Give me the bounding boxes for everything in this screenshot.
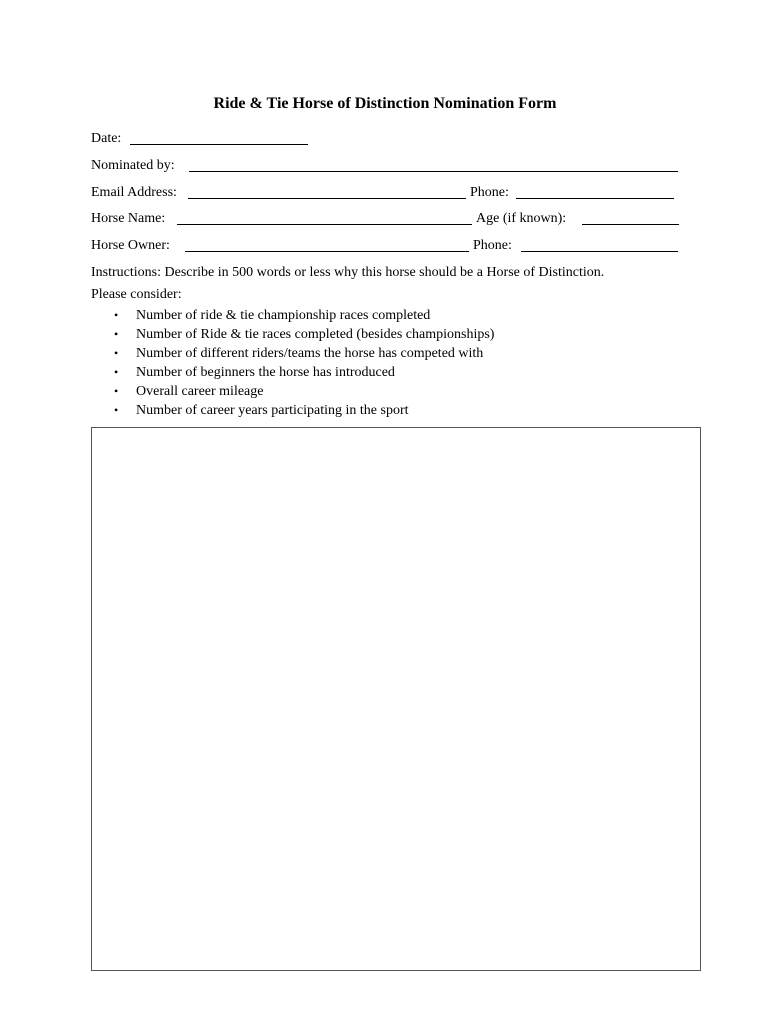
considerations-list <box>110 306 494 420</box>
list-item <box>110 363 494 382</box>
bullet-icon: • <box>114 346 119 360</box>
horse-name-row <box>91 210 691 228</box>
email-label: Email Address: <box>91 185 177 200</box>
date-row <box>91 130 691 148</box>
owner-phone-label: Phone: <box>473 238 512 253</box>
list-item <box>110 401 494 420</box>
consideration-text: Number of ride & tie championship races completed <box>136 308 431 323</box>
phone-field[interactable] <box>516 198 674 199</box>
horse-owner-field[interactable] <box>185 251 469 252</box>
consideration-text: Overall career mileage <box>136 384 264 399</box>
consideration-text: Number of Ride & tie races completed (besides championships) <box>136 327 495 342</box>
list-item <box>110 306 494 325</box>
date-label: Date: <box>91 131 122 146</box>
date-field[interactable] <box>130 144 308 145</box>
horse-owner-row <box>91 237 691 255</box>
consideration-text: Number of career years participating in the sport <box>136 403 409 418</box>
instructions-text: Instructions: Describe in 500 words or less why this horse should be a Horse of Distinction. <box>91 265 605 280</box>
consideration-text: Number of different riders/teams the horse has competed with <box>136 346 484 361</box>
nominated-by-label: Nominated by: <box>91 158 175 173</box>
bullet-icon: • <box>114 327 119 341</box>
list-item <box>110 325 494 344</box>
please-consider-text: Please consider: <box>91 287 182 302</box>
nominated-by-row <box>91 157 691 175</box>
bullet-icon: • <box>114 403 119 417</box>
email-field[interactable] <box>188 198 466 199</box>
horse-name-field[interactable] <box>177 224 472 225</box>
bullet-icon: • <box>114 365 119 379</box>
nomination-answer-box[interactable] <box>91 427 701 971</box>
horse-name-label: Horse Name: <box>91 211 166 226</box>
list-item <box>110 382 494 401</box>
age-field[interactable] <box>582 224 679 225</box>
bullet-icon: • <box>114 384 119 398</box>
nominated-by-field[interactable] <box>189 171 678 172</box>
horse-owner-label: Horse Owner: <box>91 238 170 253</box>
bullet-icon: • <box>114 308 119 322</box>
phone-label: Phone: <box>470 185 509 200</box>
consideration-text: Number of beginners the horse has introduced <box>136 365 395 380</box>
age-label: Age (if known): <box>476 211 567 226</box>
list-item <box>110 344 494 363</box>
email-row <box>91 184 691 202</box>
owner-phone-field[interactable] <box>521 251 678 252</box>
form-title: Ride & Tie Horse of Distinction Nomination Form <box>213 95 557 112</box>
